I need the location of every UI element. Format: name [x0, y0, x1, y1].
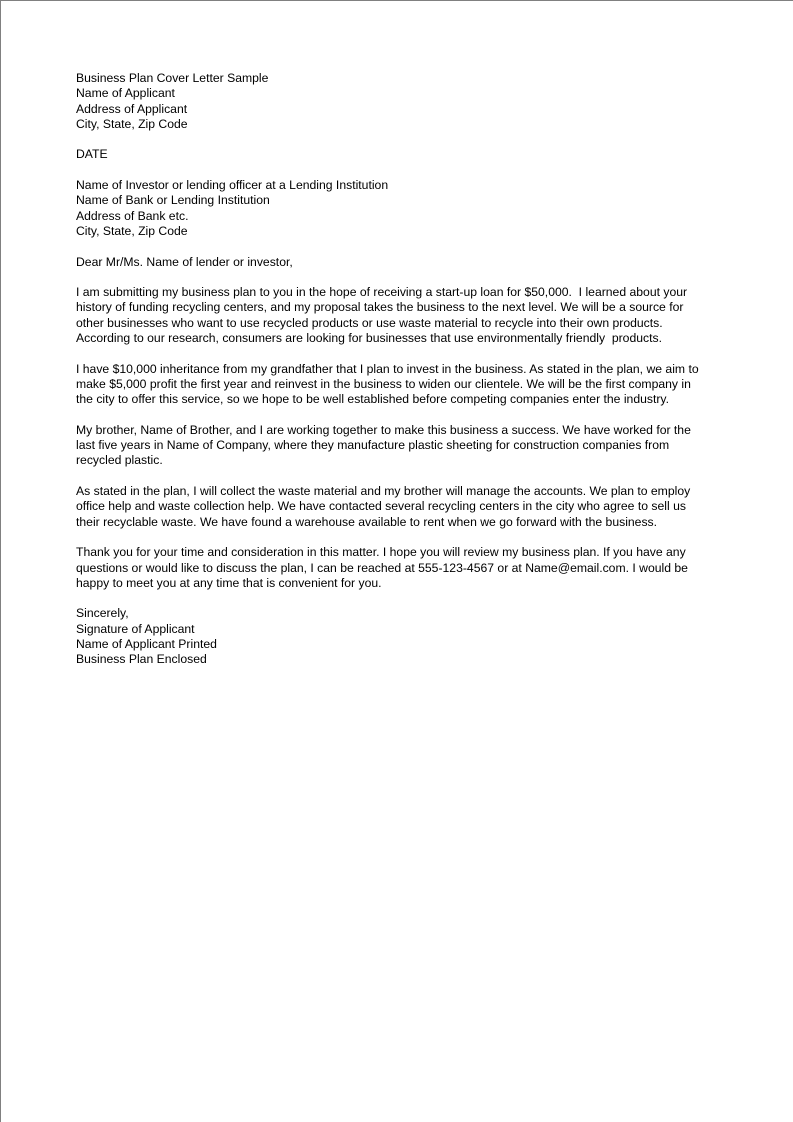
- closing-line-enclosure: Business Plan Enclosed: [76, 652, 207, 667]
- recipient-address-block: [76, 178, 708, 239]
- closing-line-signature: Signature of Applicant: [76, 621, 195, 636]
- sender-line-title: Business Plan Cover Letter Sample: [76, 71, 269, 85]
- spacer-after-recipient: [76, 239, 708, 254]
- recipient-line-officer: Name of Investor or lending officer at a Lending Institution: [76, 178, 389, 193]
- recipient-line-address: Address of Bank etc.: [76, 208, 189, 223]
- body-paragraph-5: Thank you for your time and consideration in this matter. I hope you will review my business plan. If you have any questions or would like to discuss the plan, I can be reached at 555-123-4567 or at Name@email.com. I would be happy to meet you at any time that is convenient for you.: [76, 545, 692, 590]
- body-paragraph-3: My brother, Name of Brother, and I are working together to make this business a success. We have worked for the last five years in Name of Company, where they manufacture plastic sheeting for construction companies from recycled plastic.: [76, 422, 695, 468]
- sender-address-block: [76, 71, 708, 132]
- recipient-line-city-state-zip: City, State, Zip Code: [76, 223, 188, 238]
- spacer-paragraph-1: [76, 346, 708, 361]
- spacer-after-sender: [76, 132, 708, 147]
- sender-line-city-state-zip: City, State, Zip Code: [76, 116, 188, 131]
- closing-line-printed-name: Name of Applicant Printed: [76, 636, 217, 651]
- sender-line-address: Address of Applicant: [76, 101, 188, 116]
- closing-signature-block: [76, 606, 708, 667]
- date-line: DATE: [76, 147, 108, 162]
- spacer-paragraph-2: [76, 408, 708, 423]
- body-paragraph-4: As stated in the plan, I will collect the waste material and my brother will manage the accounts. We plan to employ office help and waste collection help. We have contacted several recycling centers in the city who agree to sell us their recyclable waste. We have found a warehouse available to rent when we go forward with the business.: [76, 484, 694, 529]
- recipient-line-bank: Name of Bank or Lending Institution: [76, 193, 270, 208]
- date-block: [76, 147, 708, 162]
- letter-body: [76, 71, 708, 668]
- body-paragraph-1: I am submitting my business plan to you in the hope of receiving a start-up loan for $50,000. I learned about your history of funding recycling centers, and my proposal takes the business to the next level. We will be a source for other businesses who want to use recycled products or use waste material to recycle into their own products. According to our research, consumers are looking for businesses that use environmentally friendly products.: [76, 285, 691, 346]
- closing-line-sincerely: Sincerely,: [76, 606, 129, 621]
- spacer-paragraph-4: [76, 530, 708, 545]
- salutation-block: [76, 255, 708, 270]
- spacer-after-date: [76, 163, 708, 178]
- spacer-paragraph-5: [76, 591, 708, 606]
- spacer-paragraph-3: [76, 469, 708, 484]
- sender-line-name: Name of Applicant: [76, 86, 175, 101]
- spacer-after-salutation: [76, 270, 708, 285]
- body-paragraph-2: I have $10,000 inheritance from my grandfather that I plan to invest in the business. As stated in the plan, we aim to make $5,000 profit the first year and reinvest in the business to widen our clientele. We will be the first company in the city to offer this service, so we hope to be well established before competing companies enter the industry.: [76, 361, 702, 407]
- salutation-line: Dear Mr/Ms. Name of lender or investor,: [76, 254, 293, 269]
